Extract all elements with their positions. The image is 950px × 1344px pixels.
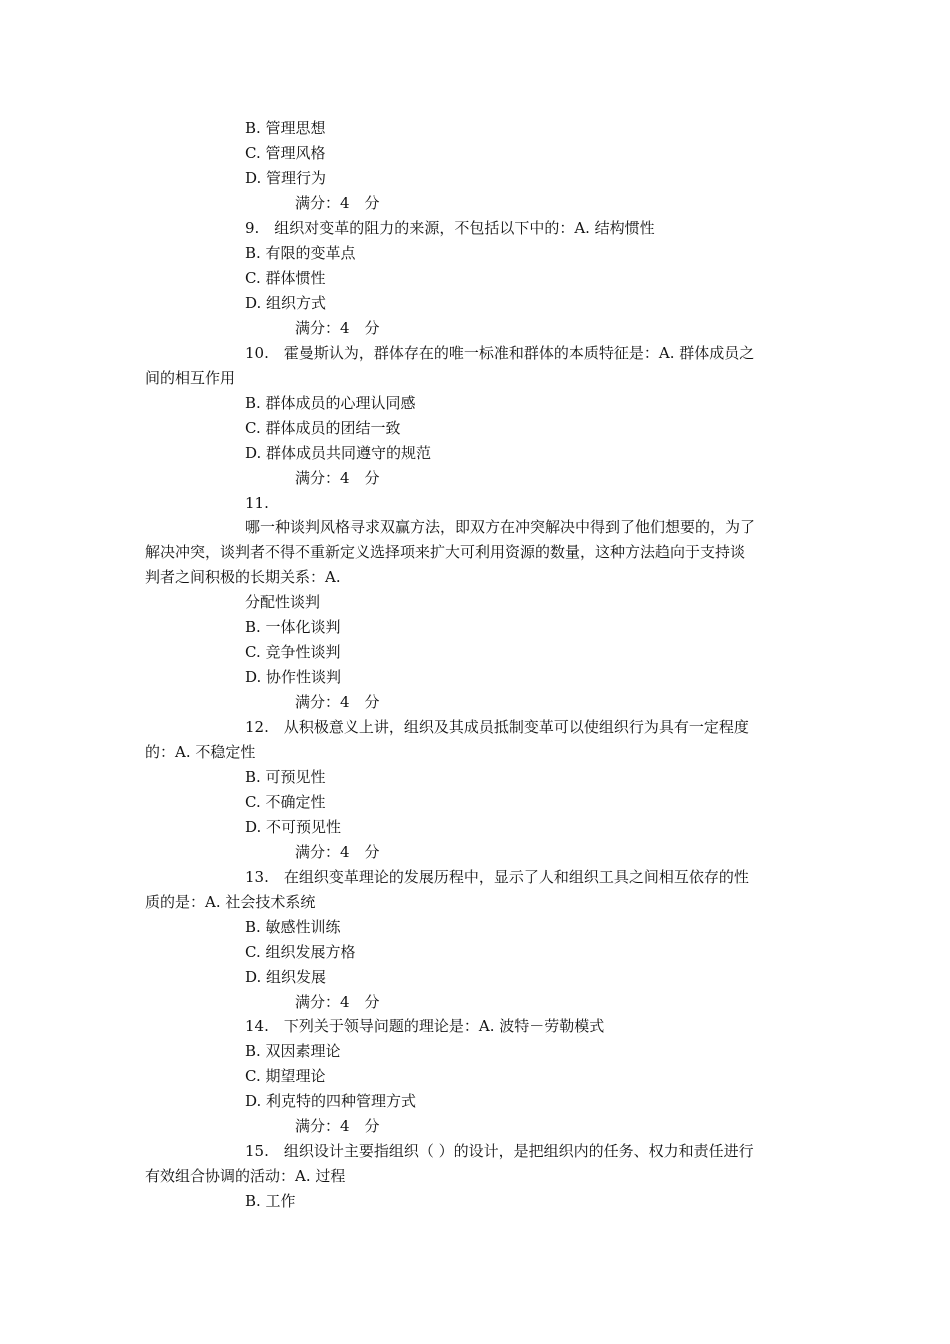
q11-option-c: C. 竞争性谈判 xyxy=(245,643,341,661)
q9-option-d: D. 组织方式 xyxy=(245,294,327,312)
q11-number: 11. xyxy=(245,494,269,512)
q15-question: 15. 组织设计主要指组织（ ）的设计，是把组织内的任务、权力和责任进行 xyxy=(245,1142,754,1160)
q13-option-d: D. 组织发展 xyxy=(245,968,327,986)
q8-option-d: D. 管理行为 xyxy=(245,169,327,187)
q11-score: 满分：4 分 xyxy=(295,693,380,711)
q14-score: 满分：4 分 xyxy=(295,1117,380,1135)
q8-option-b: B. 管理思想 xyxy=(245,119,326,137)
q11-option-d: D. 协作性谈判 xyxy=(245,668,342,686)
q14-question: 14. 下列关于领导问题的理论是：A. 波特－劳勒模式 xyxy=(245,1017,605,1035)
q12-option-b: B. 可预见性 xyxy=(245,768,326,786)
q13-question-cont: 质的是：A. 社会技术系统 xyxy=(145,893,316,911)
q11-question-cont: 解决冲突，谈判者不得不重新定义选择项来扩大可利用资源的数量，这种方法趋向于支持谈 xyxy=(145,543,746,561)
q15-question-cont: 有效组合协调的活动：A. 过程 xyxy=(145,1167,346,1185)
q13-option-b: B. 敏感性训练 xyxy=(245,918,341,936)
q9-score: 满分：4 分 xyxy=(295,319,380,337)
q12-question: 12. 从积极意义上讲，组织及其成员抵制变革可以使组织行为具有一定程度 xyxy=(245,718,749,736)
q9-question: 9. 组织对变革的阻力的来源，不包括以下中的：A. 结构惯性 xyxy=(245,219,655,237)
q11-option-b: B. 一体化谈判 xyxy=(245,618,341,636)
q12-question-cont: 的：A. 不稳定性 xyxy=(145,743,256,761)
q10-option-d: D. 群体成员共同遵守的规范 xyxy=(245,444,432,462)
q10-option-b: B. 群体成员的心理认同感 xyxy=(245,394,416,412)
q8-score: 满分：4 分 xyxy=(295,194,380,212)
q10-question-cont: 间的相互作用 xyxy=(145,369,236,387)
q13-question: 13. 在组织变革理论的发展历程中，显示了人和组织工具之间相互依存的性 xyxy=(245,868,749,886)
q13-score: 满分：4 分 xyxy=(295,993,380,1011)
q10-option-c: C. 群体成员的团结一致 xyxy=(245,419,401,437)
q9-option-b: B. 有限的变革点 xyxy=(245,244,356,262)
q12-score: 满分：4 分 xyxy=(295,843,380,861)
q15-option-b: B. 工作 xyxy=(245,1192,296,1210)
q11-question-cont2: 判者之间积极的长期关系：A. xyxy=(145,568,341,586)
q12-option-d: D. 不可预见性 xyxy=(245,818,342,836)
q13-option-c: C. 组织发展方格 xyxy=(245,943,356,961)
q11-question: 哪一种谈判风格寻求双赢方法，即双方在冲突解决中得到了他们想要的，为了 xyxy=(245,518,756,536)
q12-option-c: C. 不确定性 xyxy=(245,793,326,811)
q14-option-d: D. 利克特的四种管理方式 xyxy=(245,1092,417,1110)
q8-option-c: C. 管理风格 xyxy=(245,144,326,162)
q9-option-c: C. 群体惯性 xyxy=(245,269,326,287)
q11-option-a: 分配性谈判 xyxy=(245,593,321,611)
q10-question: 10. 霍曼斯认为，群体存在的唯一标准和群体的本质特征是：A. 群体成员之 xyxy=(245,344,755,362)
q14-option-b: B. 双因素理论 xyxy=(245,1042,341,1060)
q14-option-c: C. 期望理论 xyxy=(245,1067,326,1085)
q10-score: 满分：4 分 xyxy=(295,469,380,487)
